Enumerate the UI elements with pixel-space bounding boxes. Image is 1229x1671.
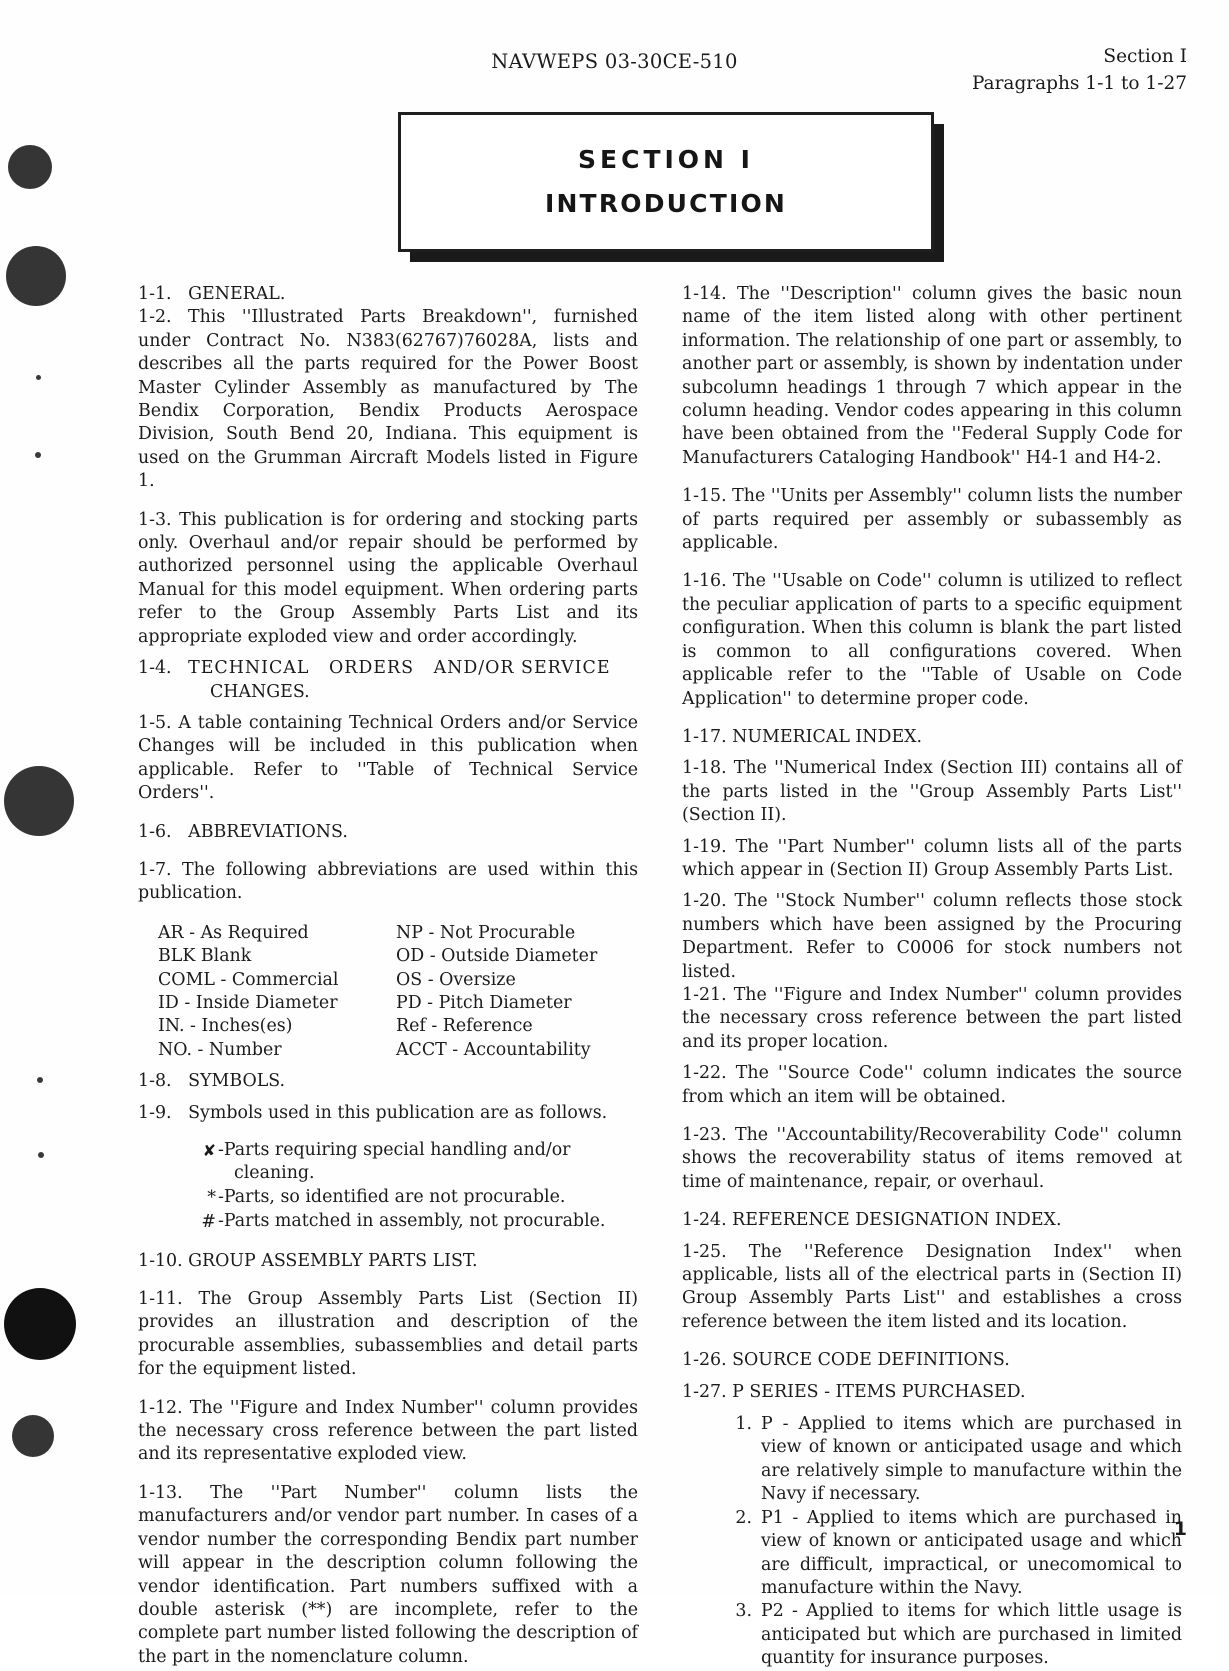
table-row: [158, 945, 620, 968]
plaque-box: [398, 112, 934, 252]
paragraph-number-1-6: 1-6.: [138, 821, 172, 842]
asterisk-icon: *: [207, 1187, 216, 1208]
paragraph-1-9: [138, 1102, 638, 1125]
paragraph-number-1-17: 1-17.: [682, 726, 727, 747]
paragraph-1-13: 1-13. The ''Part Number'' column lists the manufacturers and/or vendor part number. In cases of a vendor number the corresponding Bendix part number will appear in the description column following the vendor identification. Part numbers suffixed with a double asterisk (**) are incomplete, refer to the complete part number listed following the description of the part in the nomenclature column.: [138, 1482, 638, 1667]
symbol-text-continuation: cleaning.: [234, 1163, 315, 1184]
page-number: 1: [1173, 1518, 1187, 1540]
paragraph-1-7: 1-7. The following abbreviations are used within this publication.: [138, 859, 638, 904]
list-item-text: P1 - Applied to items which are purchased in view of known or anticipated usage and which are difficult, impractical, or unecomomical to manufacture within the Navy.: [761, 1507, 1182, 1598]
symbol-description: [216, 1139, 638, 1186]
paragraph-number-1-9: 1-9.: [138, 1102, 172, 1123]
paragraph-number-1-1: 1-1.: [138, 284, 172, 304]
scan-artifact-punch-hole: [12, 1415, 54, 1457]
abbreviation-entry: NO. - Number: [158, 1039, 282, 1060]
paragraph-1-15: 1-15. The ''Units per Assembly'' column lists the number of parts required per assembly or subassembly as applicable.: [682, 486, 1182, 554]
list-item-text: P - Applied to items which are purchased in view of known or anticipated usage and which are relatively simple to manufacture within the Navy if necessary.: [761, 1414, 1182, 1505]
paragraph-1-23: 1-23. The ''Accountability/Recoverability Code'' column shows the recoverability status of items removed at time of maintenance, repair, or overhaul.: [682, 1125, 1182, 1192]
abbreviation-entry: ACCT - Accountability: [396, 1039, 591, 1060]
paragraph-1-5: 1-5. A table containing Technical Orders and/or Service Changes will be included in this publication when applicable. Refer to ''Table of Technical Service Orders''.: [138, 712, 638, 804]
paragraph-1-1-title: GENERAL.: [188, 284, 286, 304]
scan-artifact-speck: [36, 375, 41, 380]
abbreviation-entry: PD - Pitch Diameter: [396, 992, 572, 1013]
table-row: [158, 1015, 620, 1038]
scan-artifact-punch-hole: [4, 766, 74, 836]
paragraph-1-10-heading: [138, 1250, 638, 1273]
paragraph-1-26-title: SOURCE CODE DEFINITIONS.: [732, 1350, 1010, 1371]
scan-artifact-speck: [38, 1152, 44, 1158]
list-item: [190, 1139, 638, 1186]
paragraph-1-27-title: P SERIES - ITEMS PURCHASED.: [732, 1381, 1026, 1402]
paragraph-number-1-10: 1-10.: [138, 1250, 183, 1271]
abbreviation-entry: BLK Blank: [158, 946, 252, 967]
abbreviation-entry: IN. - Inches(es): [158, 1016, 293, 1037]
paragraph-range: Paragraphs 1-1 to 1-27: [971, 72, 1187, 94]
paragraph-1-24-heading: [682, 1209, 1182, 1232]
list-item-marker: 3.: [735, 1601, 752, 1622]
paragraph-1-4-heading: [138, 657, 638, 704]
section-title-plaque: [398, 112, 944, 262]
paragraph-1-10-title: GROUP ASSEMBLY PARTS LIST.: [188, 1250, 478, 1271]
list-item: [722, 1507, 1182, 1601]
paragraph-1-8-heading: [138, 1070, 638, 1093]
abbreviation-entry: OS - Oversize: [396, 969, 516, 990]
paragraph-1-27-heading: [682, 1381, 1182, 1404]
paragraph-1-14: 1-14. The ''Description'' column gives the basic noun name of the item listed along with other pertinent information. The relationship of one part or assembly, to another part or assembly, is shown by indentation under subcolumn headings 1 through 7 which appear in the column heading. Vendor codes appearing in this column have been obtained from the ''Federal Supply Code for Manufacturers Cataloging Handbook'' H4-1 and H4-2.: [682, 284, 1182, 468]
list-item: [190, 1210, 638, 1234]
paragraph-1-6-heading: [138, 821, 638, 844]
source-code-list: [722, 1413, 1182, 1670]
paragraph-1-11: 1-11. The Group Assembly Parts List (Section II) provides an illustration and description of the procurable assemblies, subassemblies and detail parts for the equipment listed.: [138, 1289, 638, 1380]
running-head: [0, 44, 1229, 114]
paragraph-number-1-4: 1-4.: [138, 658, 172, 679]
paragraph-number-1-24: 1-24.: [682, 1210, 727, 1231]
paragraph-1-6-title: ABBREVIATIONS.: [188, 821, 348, 842]
hash-icon: #: [201, 1212, 216, 1233]
list-item-marker: 1.: [735, 1414, 752, 1435]
list-item: [190, 1186, 638, 1210]
paragraph-number-1-8: 1-8.: [138, 1071, 172, 1092]
left-column: [138, 283, 638, 1669]
paragraph-1-12: 1-12. The ''Figure and Index Number'' column provides the necessary cross reference between the part listed and its representative exploded view.: [138, 1397, 638, 1465]
paragraph-1-9-text: Symbols used in this publication are as follows.: [188, 1102, 608, 1123]
table-row: [158, 969, 620, 992]
section-label: Section I: [1103, 46, 1187, 67]
paragraph-1-25: 1-25. The ''Reference Designation Index'' when applicable, lists all of the electrical parts in (Section II) Group Assembly Parts List'' and establishes a cross reference between the item listed and its location.: [682, 1241, 1182, 1332]
abbreviations-table: [158, 922, 620, 1062]
list-item-marker: 2.: [735, 1507, 752, 1528]
abbreviation-entry: OD - Outside Diameter: [396, 946, 598, 967]
scan-artifact-punch-hole: [8, 145, 52, 189]
scan-artifact-punch-hole: [6, 246, 66, 306]
special-handling-icon: ✘: [202, 1141, 216, 1160]
paragraph-1-21: 1-21. The ''Figure and Index Number'' column provides the necessary cross reference between the part listed and its proper location.: [682, 984, 1182, 1052]
list-item: [722, 1600, 1182, 1670]
paragraph-1-19: 1-19. The ''Part Number'' column lists all of the parts which appear in (Section II) Group Assembly Parts List.: [682, 836, 1182, 880]
scan-artifact-punch-hole: [4, 1288, 76, 1360]
list-item: [722, 1413, 1182, 1507]
scan-artifact-speck: [35, 452, 41, 458]
table-row: [158, 1039, 620, 1062]
document-number: NAVWEPS 03-30CE-510: [491, 50, 738, 73]
abbreviation-entry: AR - As Required: [158, 922, 309, 943]
header-right-block: [972, 44, 1187, 98]
abbreviation-entry: COML - Commercial: [158, 969, 339, 990]
paragraph-1-2: 1-2. This ''Illustrated Parts Breakdown'', furnished under Contract No. N383(62767)76028A, lists and describes all the parts required for the Power Boost Master Cylinder Assembly as manufactured by The Bendix Corporation, Bendix Products Aerospace Division, South Bend 20, Indiana. This equipment is used on the Grumman Aircraft Models listed in Figure 1.: [138, 307, 638, 492]
paragraph-1-17-title: NUMERICAL INDEX.: [732, 726, 923, 747]
paragraph-1-24-title: REFERENCE DESIGNATION INDEX.: [732, 1210, 1062, 1231]
paragraph-number-1-26: 1-26.: [682, 1350, 727, 1371]
paragraph-number-1-27: 1-27.: [682, 1381, 727, 1402]
symbol-description: -Parts, so identified are not procurable.: [218, 1186, 566, 1207]
paragraph-1-26-heading: [682, 1349, 1182, 1372]
paragraph-1-22: 1-22. The ''Source Code'' column indicates the source from which an item will be obtained.: [682, 1063, 1182, 1107]
paragraph-1-8-title: SYMBOLS.: [188, 1071, 286, 1092]
paragraph-1-3: 1-3. This publication is for ordering and stocking parts only. Overhaul and/or repair should be performed by authorized personnel using the applicable Overhaul Manual for this model equipment. When ordering parts refer to the Group Assembly Parts List and its appropriate exploded view and order accordingly.: [138, 509, 638, 647]
table-row: [158, 922, 620, 945]
abbreviation-entry: ID - Inside Diameter: [158, 992, 338, 1013]
paragraph-1-4-title-line2: CHANGES.: [210, 681, 310, 702]
paragraph-1-20: 1-20. The ''Stock Number'' column reflects those stock numbers which have been assigned by the Procuring Department. Refer to C0006 for stock numbers not listed.: [682, 891, 1182, 982]
abbreviation-entry: Ref - Reference: [396, 1016, 533, 1037]
paragraph-1-17-heading: [682, 726, 1182, 749]
abbreviation-entry: NP - Not Procurable: [396, 922, 576, 943]
plaque-section-number: SECTION I: [578, 145, 754, 175]
symbol-description: -Parts matched in assembly, not procurable.: [218, 1211, 606, 1232]
paragraph-1-4-title-line1: TECHNICAL ORDERS AND/OR SERVICE: [188, 658, 611, 679]
list-item-text: P2 - Applied to items for which little usage is anticipated but which are purchased in limited quantity for insurance purposes.: [761, 1601, 1182, 1669]
paragraph-1-16: 1-16. The ''Usable on Code'' column is utilized to reflect the peculiar application of parts to a specific equipment configuration. When this column is blank the part listed is common to all configurations covered. When applicable refer to the ''Table of Usable on Code Application'' to determine proper code.: [682, 571, 1182, 709]
symbol-text-main: -Parts requiring special handling and/or: [218, 1140, 571, 1160]
table-row: [158, 992, 620, 1015]
symbols-list: [190, 1139, 638, 1235]
scan-artifact-speck: [37, 1077, 43, 1083]
paragraph-1-1-heading: [138, 283, 638, 306]
right-column: [682, 283, 1182, 1671]
paragraph-1-18: 1-18. The ''Numerical Index (Section III) contains all of the parts listed in the ''Group Assembly Parts List'' (Section II).: [682, 758, 1182, 826]
plaque-section-title: INTRODUCTION: [544, 189, 788, 218]
